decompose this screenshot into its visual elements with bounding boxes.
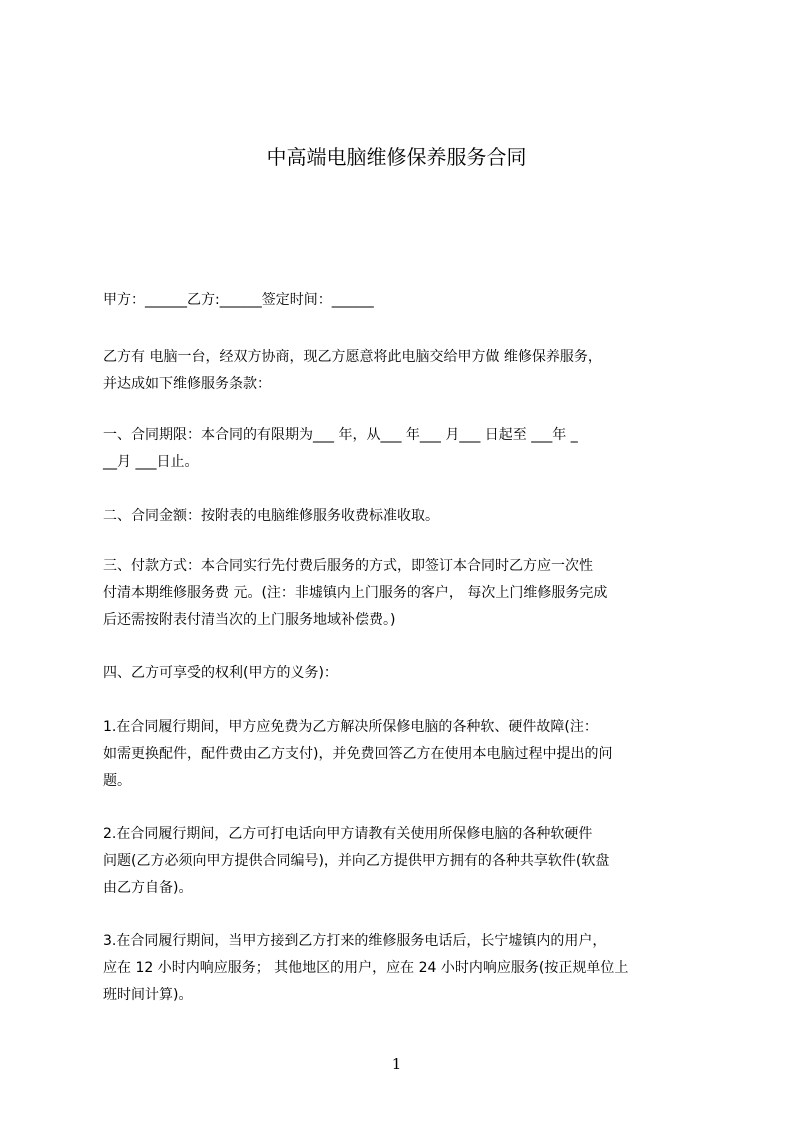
text-line: 二、合同金额：按附表的电脑维修服务收费标准收取。 [103,508,439,524]
text-line: 并达成如下维修服务条款： [103,376,271,392]
document-title: 中高端电脑维修保养服务合同 [266,145,527,169]
text-line: 甲方：______乙方:______签定时间：______ [103,292,374,308]
text-line: 一、合同期限：本合同的有限期为___ 年，从___ 年___ 月___ 日起至 ___年 _ [103,427,578,443]
text-line: 后还需按附表付清当次的上门服务地域补偿费。) [103,612,396,628]
text-line: 乙方有 电脑一台，经双方协商，现乙方愿意将此电脑交给甲方做 维修保养服务， [103,349,602,365]
text-line: __月 ___日止。 [103,454,199,470]
text-line: 由乙方自备)。 [103,880,193,896]
clause-item-3 [103,928,700,1009]
clause-payment [103,553,700,634]
parties-line [103,287,700,314]
text-line: 付清本期维修服务费 元。(注：非墟镇内上门服务的客户， 每次上门维修服务完成 [103,585,608,601]
clause-item-2 [103,821,700,902]
text-line: 应在 12 小时内响应服务； 其他地区的用户，应在 24 小时内响应服务(按正规单位上 [103,960,629,976]
text-line: 2.在合同履行期间，乙方可打电话向甲方请教有关使用所保修电脑的各种软硬件 [103,826,593,842]
text-line: 四、乙方可享受的权利(甲方的义务)： [103,665,338,681]
clause-item-1 [103,714,700,795]
text-line: 1.在合同履行期间，甲方应免费为乙方解决所保修电脑的各种软、硬件故障(注： [103,719,598,735]
page-number: 1 [391,1055,402,1073]
text-line: 题。 [103,773,131,789]
text-line: 三、付款方式：本合同实行先付费后服务的方式，即签订本合同时乙方应一次性 [103,558,593,574]
clause-amount [103,503,700,530]
text-line: 3.在合同履行期间，当甲方接到乙方打来的维修服务电话后，长宁墟镇内的用户， [103,933,607,949]
text-line: 问题(乙方必须向甲方提供合同编号)，并向乙方提供甲方拥有的各种共享软件(软盘 [103,853,610,869]
clause-term [103,422,700,476]
text-line: 如需更换配件，配件费由乙方支付)，并免费回答乙方在使用本电脑过程中提出的问 [103,746,613,762]
text-line: 班时间计算)。 [103,987,193,1003]
clause-rights-heading [103,660,700,687]
intro-paragraph [103,344,700,398]
